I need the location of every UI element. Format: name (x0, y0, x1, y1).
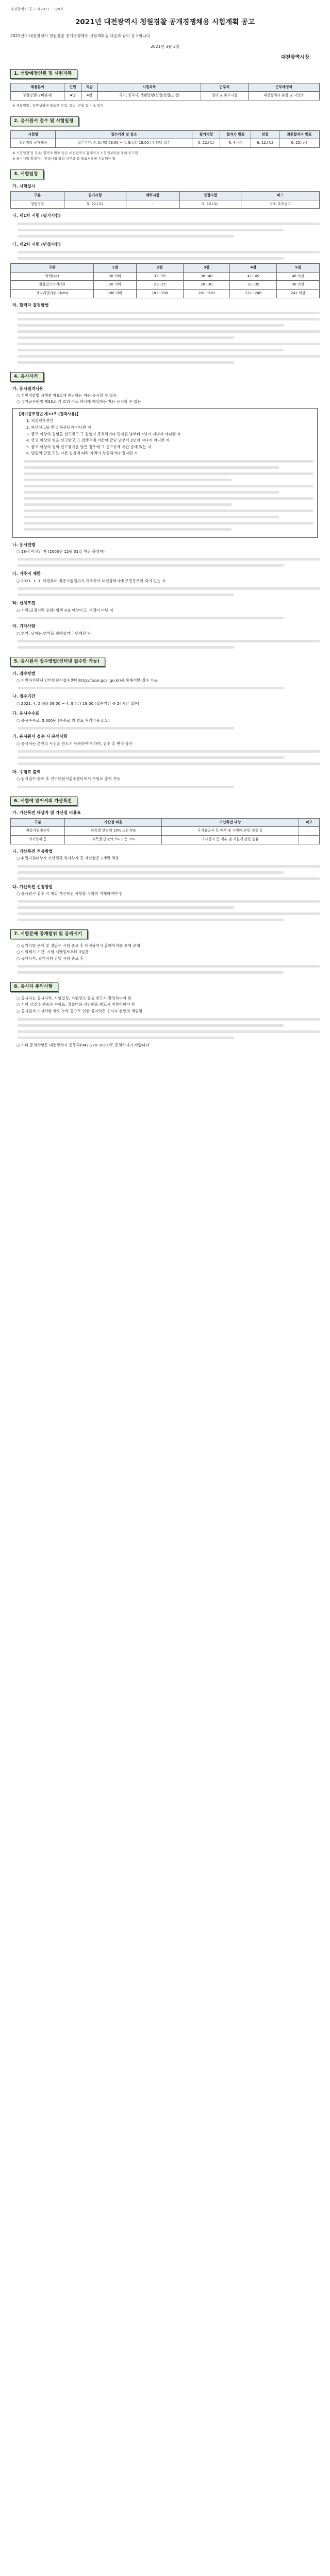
schedule-table (10, 130, 320, 148)
text-line (24, 516, 279, 518)
table-header-cell: 비고 (299, 818, 319, 827)
table-cell: 과목별 만점의 10% 또는 5% (65, 827, 161, 836)
paragraph: ○ 기타 문의사항은 대전광역시 총무과(042-270-3872)로 문의하시기 바랍니다. (16, 1042, 151, 1047)
law-excerpt-line: 1. 피성년후견인 (26, 418, 54, 423)
text-line (18, 640, 320, 642)
table-header-cell: 근무처 (201, 83, 248, 92)
paragraph: ○ 시력(교정시력 포함) 양쪽 0.8 이상이고, 색맹이 아닌 자 (16, 607, 113, 613)
table-header-cell: 필기시험 (64, 192, 126, 200)
section-2-title: 2. 응시원서 접수 및 시험일정 (10, 116, 79, 126)
paragraph: ○ 2021. 4. 5.(월) 09:00 ~ 4. 9.(금) 18:00 (접수기간 중 24시간 접수) (16, 701, 140, 706)
table-cell: - (126, 200, 179, 209)
text-line (18, 762, 320, 765)
text-line (18, 312, 320, 314)
table-cell: 6. 4.(금) (220, 139, 251, 148)
text-line (18, 1024, 284, 1027)
subheading: 라. 응시원서 접수 시 유의사항 (12, 734, 68, 739)
text-line (18, 587, 320, 590)
subheading: 다. 가산특전 신청방법 (12, 884, 53, 889)
recruit-table-header (11, 83, 320, 92)
bonus-table-header (11, 818, 320, 827)
table-cell: 31~35 (136, 272, 183, 281)
text-line (18, 257, 284, 260)
section-7-title: 7. 시험문제 공개범위 및 공개시기 (10, 929, 88, 939)
section-4-header (10, 372, 320, 381)
text-line (18, 971, 284, 974)
schedule-table-header (11, 130, 320, 139)
table-header-cell: 5점 (277, 264, 320, 273)
table-row (11, 139, 320, 148)
paragraph: ○ 응시원서 접수 시 해당 가산특전 사항을 정확히 기재하여야 함 (16, 891, 123, 896)
table-cell: 41~45 (230, 272, 277, 281)
text-line (24, 503, 232, 506)
table-cell: 접수기간: 4. 5.(월) 09:00 ~ 4. 9.(금) 18:00 / 인터넷 접수 (56, 139, 192, 148)
table-cell: 청원경찰 (11, 200, 64, 209)
text-line (18, 558, 320, 561)
text-line (18, 229, 284, 231)
paragraph: ○ 응시수수료: 5,000원 (수수료 외 별도 처리비용 소요) (16, 718, 110, 723)
section-4-title: 4. 응시자격 (10, 372, 44, 381)
paragraph: ○ 2021. 1. 1. 이전부터 최종시험일까지 계속하여 대전광역시에 주민등록이 되어 있는 자 (16, 578, 166, 583)
section-3-title: 3. 시험일정 (10, 170, 44, 179)
law-excerpt-line: 5. 금고 이상의 형의 선고유예를 받은 경우에 그 선고유예 기간 중에 있는 자 (26, 444, 152, 449)
text-line (18, 687, 284, 689)
text-line (24, 522, 313, 524)
section-1-title: 1. 선발예정인원 및 시험과목 (10, 69, 77, 78)
text-line (18, 1037, 234, 1039)
table-cell: 26~30 (183, 281, 230, 290)
section-5-title: 5. 응시원서 접수방법(인터넷 접수만 가능) (10, 657, 105, 666)
text-line (18, 1018, 320, 1021)
text-line (18, 865, 320, 868)
paragraph: ○ 18세 이상인 자 (2003년 12월 31일 이전 출생자) (16, 549, 105, 554)
law-excerpt-line: 4. 금고 이상의 형을 선고받고 그 집행유예 기간이 끝난 날부터 2년이 지나지 아니한 자 (26, 438, 170, 443)
notice-number: 대전광역시 공고 제2021 - 328호 (10, 7, 64, 11)
bonus-table (10, 818, 320, 844)
table-cell: 6. 25.(금) (279, 139, 319, 148)
table-cell: 윗몸일으키기(회) (11, 281, 94, 290)
text-line (18, 330, 320, 333)
text-line (24, 510, 313, 512)
table-cell: - (299, 827, 319, 836)
table-cell: 6. 12.(토) (251, 139, 279, 148)
table-cell: 31~35 (230, 281, 277, 290)
paragraph: ○ 응시원서 기재사항 착오·누락 등으로 인한 불이익은 응시자 본인의 책임임 (16, 1009, 143, 1013)
table-cell: 241 이상 (277, 290, 320, 298)
table-header-cell: 시험명 (11, 130, 56, 139)
table-header-cell: 면접 (251, 130, 279, 139)
exam-date-table (10, 191, 320, 209)
text-line (24, 479, 232, 481)
subheading: 가. 시험일시 (12, 183, 36, 189)
notice-date: 2021년 3월 3일 (151, 44, 179, 49)
table-cell: 국어, 한국사, 생활법령(헌법/형법/민법) (98, 92, 201, 100)
paragraph: ○ 병역: 남자는 병역을 필하였거나 면제된 자 (16, 631, 91, 636)
text-line (24, 466, 279, 469)
text-line (18, 223, 320, 225)
text-line (24, 472, 313, 475)
table-header-cell: 시험과목 (98, 83, 201, 92)
table-header-cell: 구분 (11, 264, 94, 273)
text-line (18, 564, 284, 567)
paragraph: ○ 국가공무원법 제33조 각 호의 어느 하나에 해당하는 자는 응시할 수 없음 (16, 399, 141, 404)
text-line (24, 497, 313, 500)
text-line (18, 318, 320, 320)
text-line (18, 912, 320, 915)
text-line (18, 646, 234, 649)
text-line (18, 617, 284, 619)
text-line (18, 756, 284, 759)
paragraph: ○ 원서접수 완료 후 인터넷원서접수센터에서 수험표 출력 가능 (16, 776, 121, 782)
table-cell: 4명 (64, 92, 81, 100)
signer: 대전광역시장 (280, 54, 309, 60)
section-3-header (10, 170, 320, 179)
text-line (18, 361, 234, 364)
table-note: ※ 필기시험 합격자는 면접시험 당일 신분증 등 필요서류를 지참해야 함 (12, 157, 116, 161)
table-header-cell: 3점 (183, 264, 230, 273)
text-line (18, 349, 284, 351)
table-cell: 4명 (81, 92, 97, 100)
subheading: 가. 접수방법 (12, 671, 36, 676)
subheading: 라. 합격자 결정방법 (12, 302, 49, 308)
table-header-cell: 가산점 비율 (65, 818, 161, 827)
recruit-table (10, 83, 320, 100)
table-cell: 36~40 (183, 272, 230, 281)
paragraph: ○ 이의제기 기간: 시험 시행일로부터 3일간 (16, 950, 89, 955)
subheading: 다. 제2차 시험 (면접시험) (12, 242, 61, 247)
physical-test-header (11, 264, 320, 273)
table-header-cell: 직급 (81, 83, 97, 92)
subheading: 마. 기타사항 (12, 624, 36, 629)
section-8-title: 8. 응시자 주의사항 (10, 982, 58, 991)
intro-text: 2021년도 대전광역시 청원경찰 공개경쟁채용 시험계획을 다음과 같이 공고합니다. (10, 33, 152, 39)
text-line (18, 594, 234, 596)
table-cell: 청사 및 주요시설 (201, 92, 248, 100)
table-header-cell: 필기시험 (192, 130, 220, 139)
text-line (24, 460, 313, 463)
table-cell: 30 이하 (94, 272, 137, 281)
table-header-cell: 접수기간 및 장소 (56, 130, 192, 139)
text-line (18, 235, 234, 238)
paragraph: ○ 공개시기: 필기시험 당일 시험 종료 후 (16, 956, 84, 961)
paragraph: ○ 필기시험 문제 및 정답은 시험 종료 후 대전광역시 홈페이지를 통해 공개 (16, 943, 140, 948)
table-cell: 장소 추후공고 (241, 200, 320, 209)
text-line (18, 900, 320, 903)
subheading: 마. 수험표 출력 (12, 770, 41, 775)
table-cell: 청원경찰(경비분야) (11, 92, 64, 100)
table-cell: 36 이상 (277, 281, 320, 290)
table-header-cell: 최종합격자 발표 (279, 130, 319, 139)
subheading: 다. 응시수수료 (12, 711, 40, 716)
text-line (18, 965, 320, 968)
table-row (11, 281, 320, 290)
table-cell: 5. 22.(토) (64, 200, 126, 209)
section-6-header (10, 796, 320, 806)
law-excerpt-title: 【국가공무원법 제33조 (결격사유)】 (17, 411, 80, 416)
table-header-cell: 1점 (94, 264, 137, 273)
table-row (11, 200, 320, 209)
section-5-header (10, 657, 320, 666)
text-line (24, 528, 232, 531)
table-row (11, 92, 320, 100)
section-8-header (10, 982, 320, 991)
table-cell: 6. 12.(토) (179, 200, 241, 209)
subheading: 라. 신체조건 (12, 601, 36, 606)
paragraph: ○ 취업지원대상자 가산점과 의사상자 등 가산점은 1개만 적용 (16, 856, 119, 861)
text-line (18, 324, 284, 327)
text-line (18, 919, 284, 921)
text-line (18, 727, 234, 730)
table-header-cell: 근무예정처 (248, 83, 319, 92)
text-line (24, 491, 279, 494)
table-cell: 5. 22.(토) (192, 139, 220, 148)
table-cell: 국가유공자 등 예우 및 지원에 관한 법률 등 (161, 827, 299, 836)
table-header-cell: 비고 (241, 192, 320, 200)
table-cell: 181~200 (136, 290, 183, 298)
table-row (11, 827, 320, 836)
table-cell: 과목별 만점의 5% 또는 3% (65, 836, 161, 844)
physical-test-table (10, 263, 320, 298)
table-cell: 221~240 (230, 290, 277, 298)
law-excerpt-line: 6. 법원의 판결 또는 다른 법률에 따라 자격이 상실되거나 정지된 자 (26, 451, 138, 456)
text-line (24, 485, 313, 487)
table-cell: 180 이하 (94, 290, 137, 298)
table-cell: 46 이상 (277, 272, 320, 281)
law-excerpt-box (12, 408, 318, 538)
table-note: ※ 시험일정 및 장소, 합격자 발표 등은 대전광역시 홈페이지 시험정보란을 통해 공고함 (12, 150, 138, 155)
table-cell: 대전광역시 본청 및 사업소 (248, 92, 319, 100)
table-cell: 제자리멀리뛰기(cm) (11, 290, 94, 298)
table-header-cell: 4점 (230, 264, 277, 273)
paragraph: ○ 지방자치단체 인터넷원서접수센터(http://local.gosi.go.kr)를 통해서만 접수 가능 (16, 677, 158, 683)
table-header-cell: 채용분야 (11, 83, 64, 92)
subheading: 나. 접수기간 (12, 694, 36, 699)
table-header-cell: 체력시험 (126, 192, 179, 200)
subheading: 가. 응시결격사유 (12, 386, 43, 391)
paragraph: ○ 시험 당일 신분증과 수험표, 컴퓨터용 사인펜을 반드시 지참하여야 함 (16, 1002, 135, 1007)
text-line (18, 906, 234, 909)
exam-date-table-header (11, 192, 320, 200)
table-row (11, 272, 320, 281)
table-row (11, 290, 320, 298)
text-line (18, 750, 320, 753)
table-header-cell: 면접시험 (179, 192, 241, 200)
table-header-cell: 구분 (11, 818, 65, 827)
subheading: 나. 응시연령 (12, 542, 36, 547)
section-6-title: 6. 시험에 있어서의 가산특전 (10, 796, 77, 806)
law-excerpt-line: 3. 금고 이상의 실형을 선고받고 그 집행이 종료되거나 면제된 날부터 5년이 지나지 아니한 자 (26, 431, 181, 436)
paragraph: ○ 응시자는 본인의 사진을 반드시 등록하여야 하며, 접수 후 변경 불가 (16, 741, 133, 746)
paragraph: ○ 응시자는 응시자격, 시험일정, 시험장소 등을 반드시 확인하여야 함 (16, 995, 131, 1001)
table-cell: 의사상자 등 (11, 836, 65, 844)
table-cell: 취업지원대상자 (11, 827, 65, 836)
table-cell: 청원경찰 공개채용 (11, 139, 56, 148)
table-cell: 악력(kg) (11, 272, 94, 281)
paragraph: ○ 청원경찰법 시행령 제3조에 해당하는 자는 응시할 수 없음 (16, 393, 117, 398)
table-header-cell: 가산특전 대상 (161, 818, 299, 827)
section-2-header (10, 116, 320, 126)
table-note: ※ 생활법령 : 일반생활에 필요한 헌법, 형법, 민법 등 기초 법령 (12, 103, 104, 108)
text-line (18, 871, 284, 874)
text-line (18, 1030, 320, 1033)
text-line (18, 343, 320, 345)
subheading: 나. 가산특전 적용방법 (12, 849, 53, 854)
text-line (18, 786, 234, 788)
table-header-cell: 구분 (11, 192, 64, 200)
table-cell: 201~220 (183, 290, 230, 298)
document-title: 2021년 대전광역시 청원경찰 공개경쟁채용 시험계획 공고 (75, 18, 255, 26)
text-line (18, 251, 320, 253)
table-header-cell: 2점 (136, 264, 183, 273)
text-line (18, 336, 234, 339)
section-1-header (10, 69, 320, 78)
table-header-cell: 합격자 발표 (220, 130, 251, 139)
table-row (11, 836, 320, 844)
table-cell: 20 이하 (94, 281, 137, 290)
table-header-cell: 인원 (64, 83, 81, 92)
table-cell: - (299, 836, 319, 844)
section-7-header (10, 929, 320, 939)
subheading: 나. 제1차 시험 (필기시험) (12, 213, 61, 218)
law-excerpt-line: 2. 파산선고를 받고 복권되지 아니한 자 (26, 425, 91, 430)
text-line (18, 355, 320, 358)
table-cell: 의사상자 등 예우 및 지원에 관한 법률 (161, 836, 299, 844)
text-line (18, 877, 320, 880)
table-cell: 21~25 (136, 281, 183, 290)
subheading: 다. 거주지 제한 (12, 571, 41, 577)
subheading: 가. 가산특전 대상자 및 가산점 비율표 (12, 810, 81, 816)
